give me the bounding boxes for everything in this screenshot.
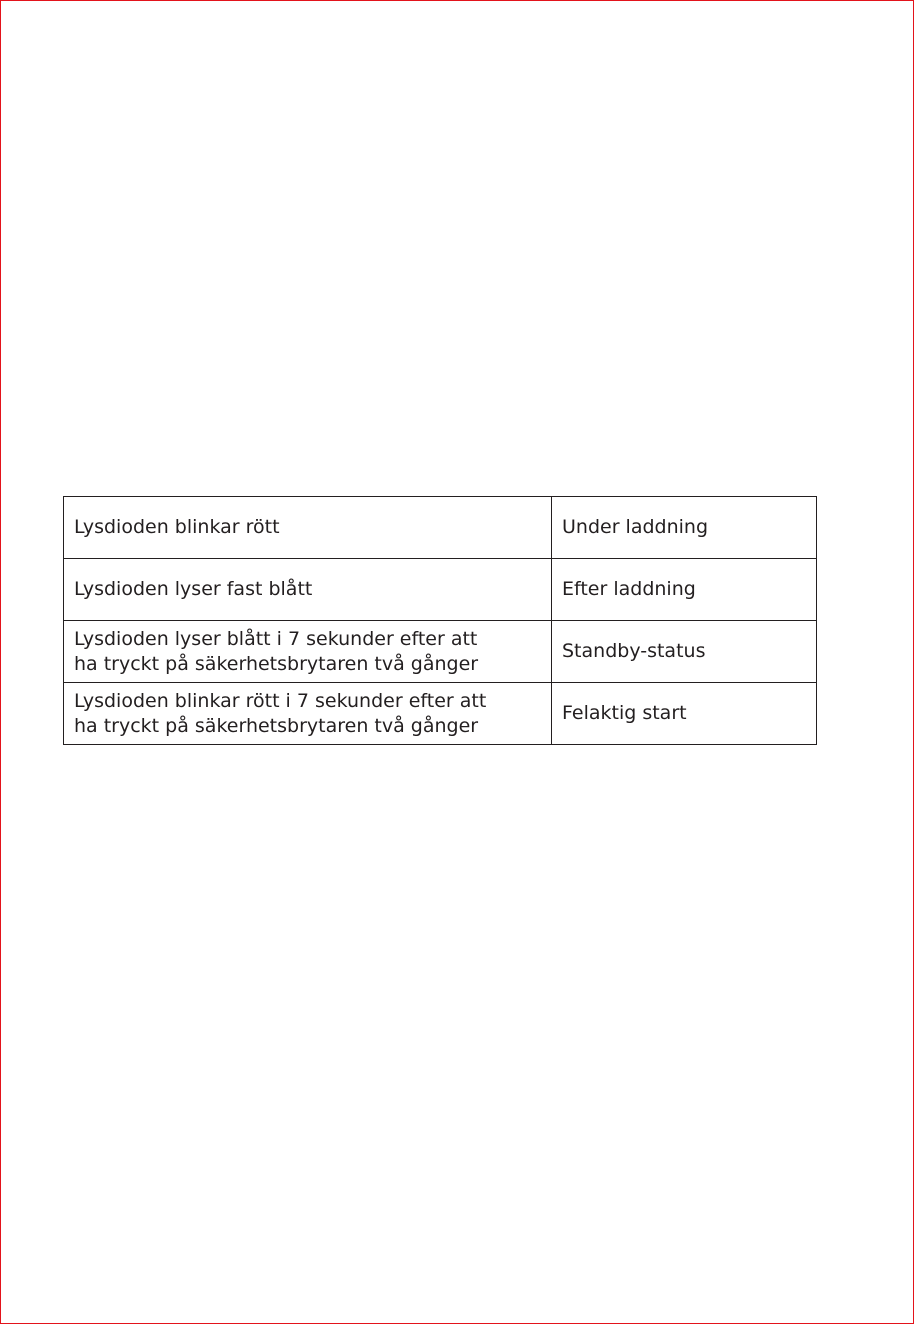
led-description-cell: Lysdioden blinkar rött (64, 497, 552, 559)
status-cell: Under laddning (552, 497, 817, 559)
status-cell: Standby-status (552, 621, 817, 683)
status-cell: Felaktig start (552, 683, 817, 745)
led-description-cell: Lysdioden blinkar rött i 7 sekunder efter att ha tryckt på säkerhetsbrytaren två gånger (64, 683, 552, 745)
led-description-cell: Lysdioden lyser blått i 7 sekunder efter att ha tryckt på säkerhetsbrytaren två gånger (64, 621, 552, 683)
led-status-table (63, 496, 817, 745)
status-cell: Efter laddning (552, 559, 817, 621)
table-row (64, 621, 817, 683)
table-row (64, 683, 817, 745)
table-row (64, 559, 817, 621)
table-row (64, 497, 817, 559)
led-description-cell: Lysdioden lyser fast blått (64, 559, 552, 621)
